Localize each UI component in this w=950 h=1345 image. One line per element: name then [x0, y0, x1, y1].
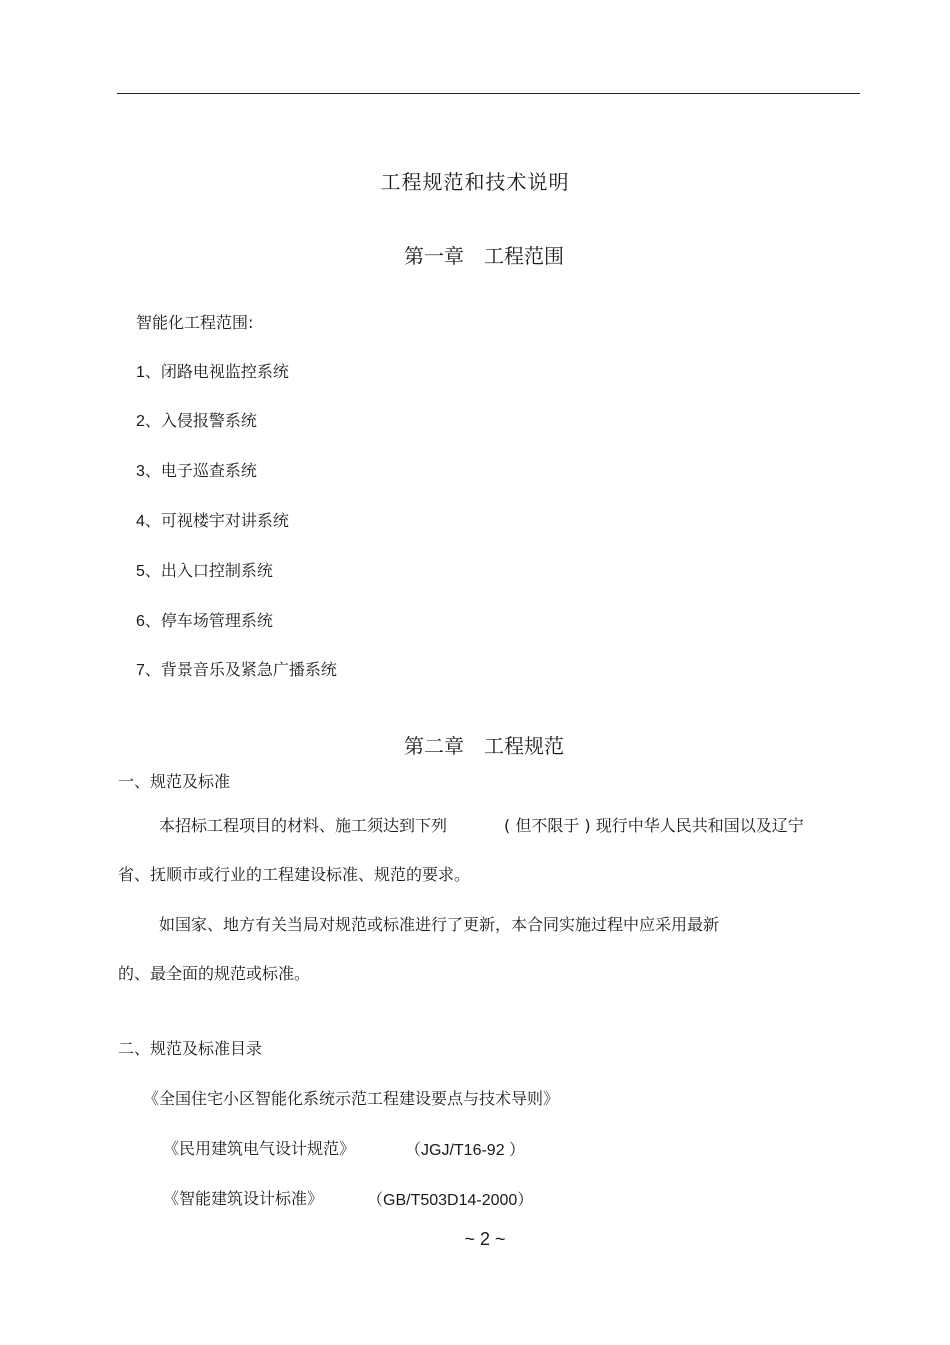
scope-item-text: 电子巡查系统	[160, 461, 257, 480]
chapter-2-heading	[0, 730, 950, 759]
section-2-heading: 二、规范及标准目录	[118, 1039, 263, 1058]
scope-item-separator: 、	[144, 611, 161, 630]
scope-item-text: 停车场管理系统	[160, 611, 273, 630]
scope-item-separator: 、	[144, 362, 161, 381]
scope-item-7	[136, 657, 337, 680]
scope-intro: 智能化工程范围:	[136, 313, 254, 332]
scope-item-5	[136, 558, 273, 581]
scope-item-number: 3	[136, 463, 145, 480]
standard-item-2	[163, 1136, 355, 1159]
standard-code: （GB/T503D14-2000）	[367, 1192, 534, 1209]
scope-item-separator: 、	[144, 511, 161, 530]
section-1-para-2-line-1: 如国家、地方有关当局对规范或标准进行了更新，本合同实施过程中应采用最新	[159, 915, 720, 934]
chapter-2-name: 工程规范	[484, 734, 564, 758]
scope-item-number: 4	[136, 513, 145, 530]
document-title: 工程规范和技术说明	[380, 170, 570, 194]
scope-item-2	[136, 408, 257, 431]
scope-item-separator: 、	[144, 561, 161, 580]
scope-item-text: 背景音乐及紧急广播系统	[160, 660, 337, 679]
standard-item-1	[143, 1086, 559, 1109]
section-1-para-1-line-1a: 本招标工程项目的材料、施工须达到下列	[159, 816, 448, 835]
chapter-1-heading	[0, 240, 950, 269]
header-rule	[117, 93, 860, 94]
standard-name: 《民用建筑电气设计规范》	[163, 1139, 356, 1158]
standard-code: （JGJ/T16-92 ）	[405, 1142, 526, 1159]
scope-item-number: 7	[136, 662, 145, 679]
section-1-heading: 一、规范及标准	[118, 772, 231, 791]
scope-item-number: 2	[136, 413, 145, 430]
standard-name: 《全国住宅小区智能化系统示范工程建设要点与技术导则》	[143, 1089, 560, 1108]
chapter-1-number: 第一章	[404, 244, 464, 268]
standard-item-3	[163, 1186, 323, 1209]
chapter-2-number: 第二章	[404, 734, 464, 758]
scope-item-number: 5	[136, 563, 145, 580]
section-1-para-1-line-2: 省、抚顺市或行业的工程建设标准、规范的要求。	[118, 865, 471, 884]
scope-item-4	[136, 508, 289, 531]
scope-item-separator: 、	[144, 660, 161, 679]
scope-item-number: 6	[136, 613, 145, 630]
page-number: ~ 2 ~	[464, 1229, 506, 1249]
scope-item-text: 入侵报警系统	[160, 411, 257, 430]
chapter-1-name: 工程范围	[484, 244, 564, 268]
scope-item-text: 闭路电视监控系统	[160, 362, 289, 381]
scope-item-text: 可视楼宇对讲系统	[160, 511, 289, 530]
scope-item-separator: 、	[144, 461, 161, 480]
scope-item-number: 1	[136, 364, 145, 381]
scope-item-3	[136, 458, 257, 481]
scope-item-separator: 、	[144, 411, 161, 430]
standard-name: 《智能建筑设计标准》	[163, 1189, 324, 1208]
section-1-para-1-line-1b: ( 但不限于 ) 现行中华人民共和国以及辽宁	[504, 816, 804, 835]
scope-item-6	[136, 608, 273, 631]
section-1-para-2-line-2: 的、最全面的规范或标准。	[118, 964, 311, 983]
scope-item-1	[136, 359, 289, 382]
scope-item-text: 出入口控制系统	[160, 561, 273, 580]
